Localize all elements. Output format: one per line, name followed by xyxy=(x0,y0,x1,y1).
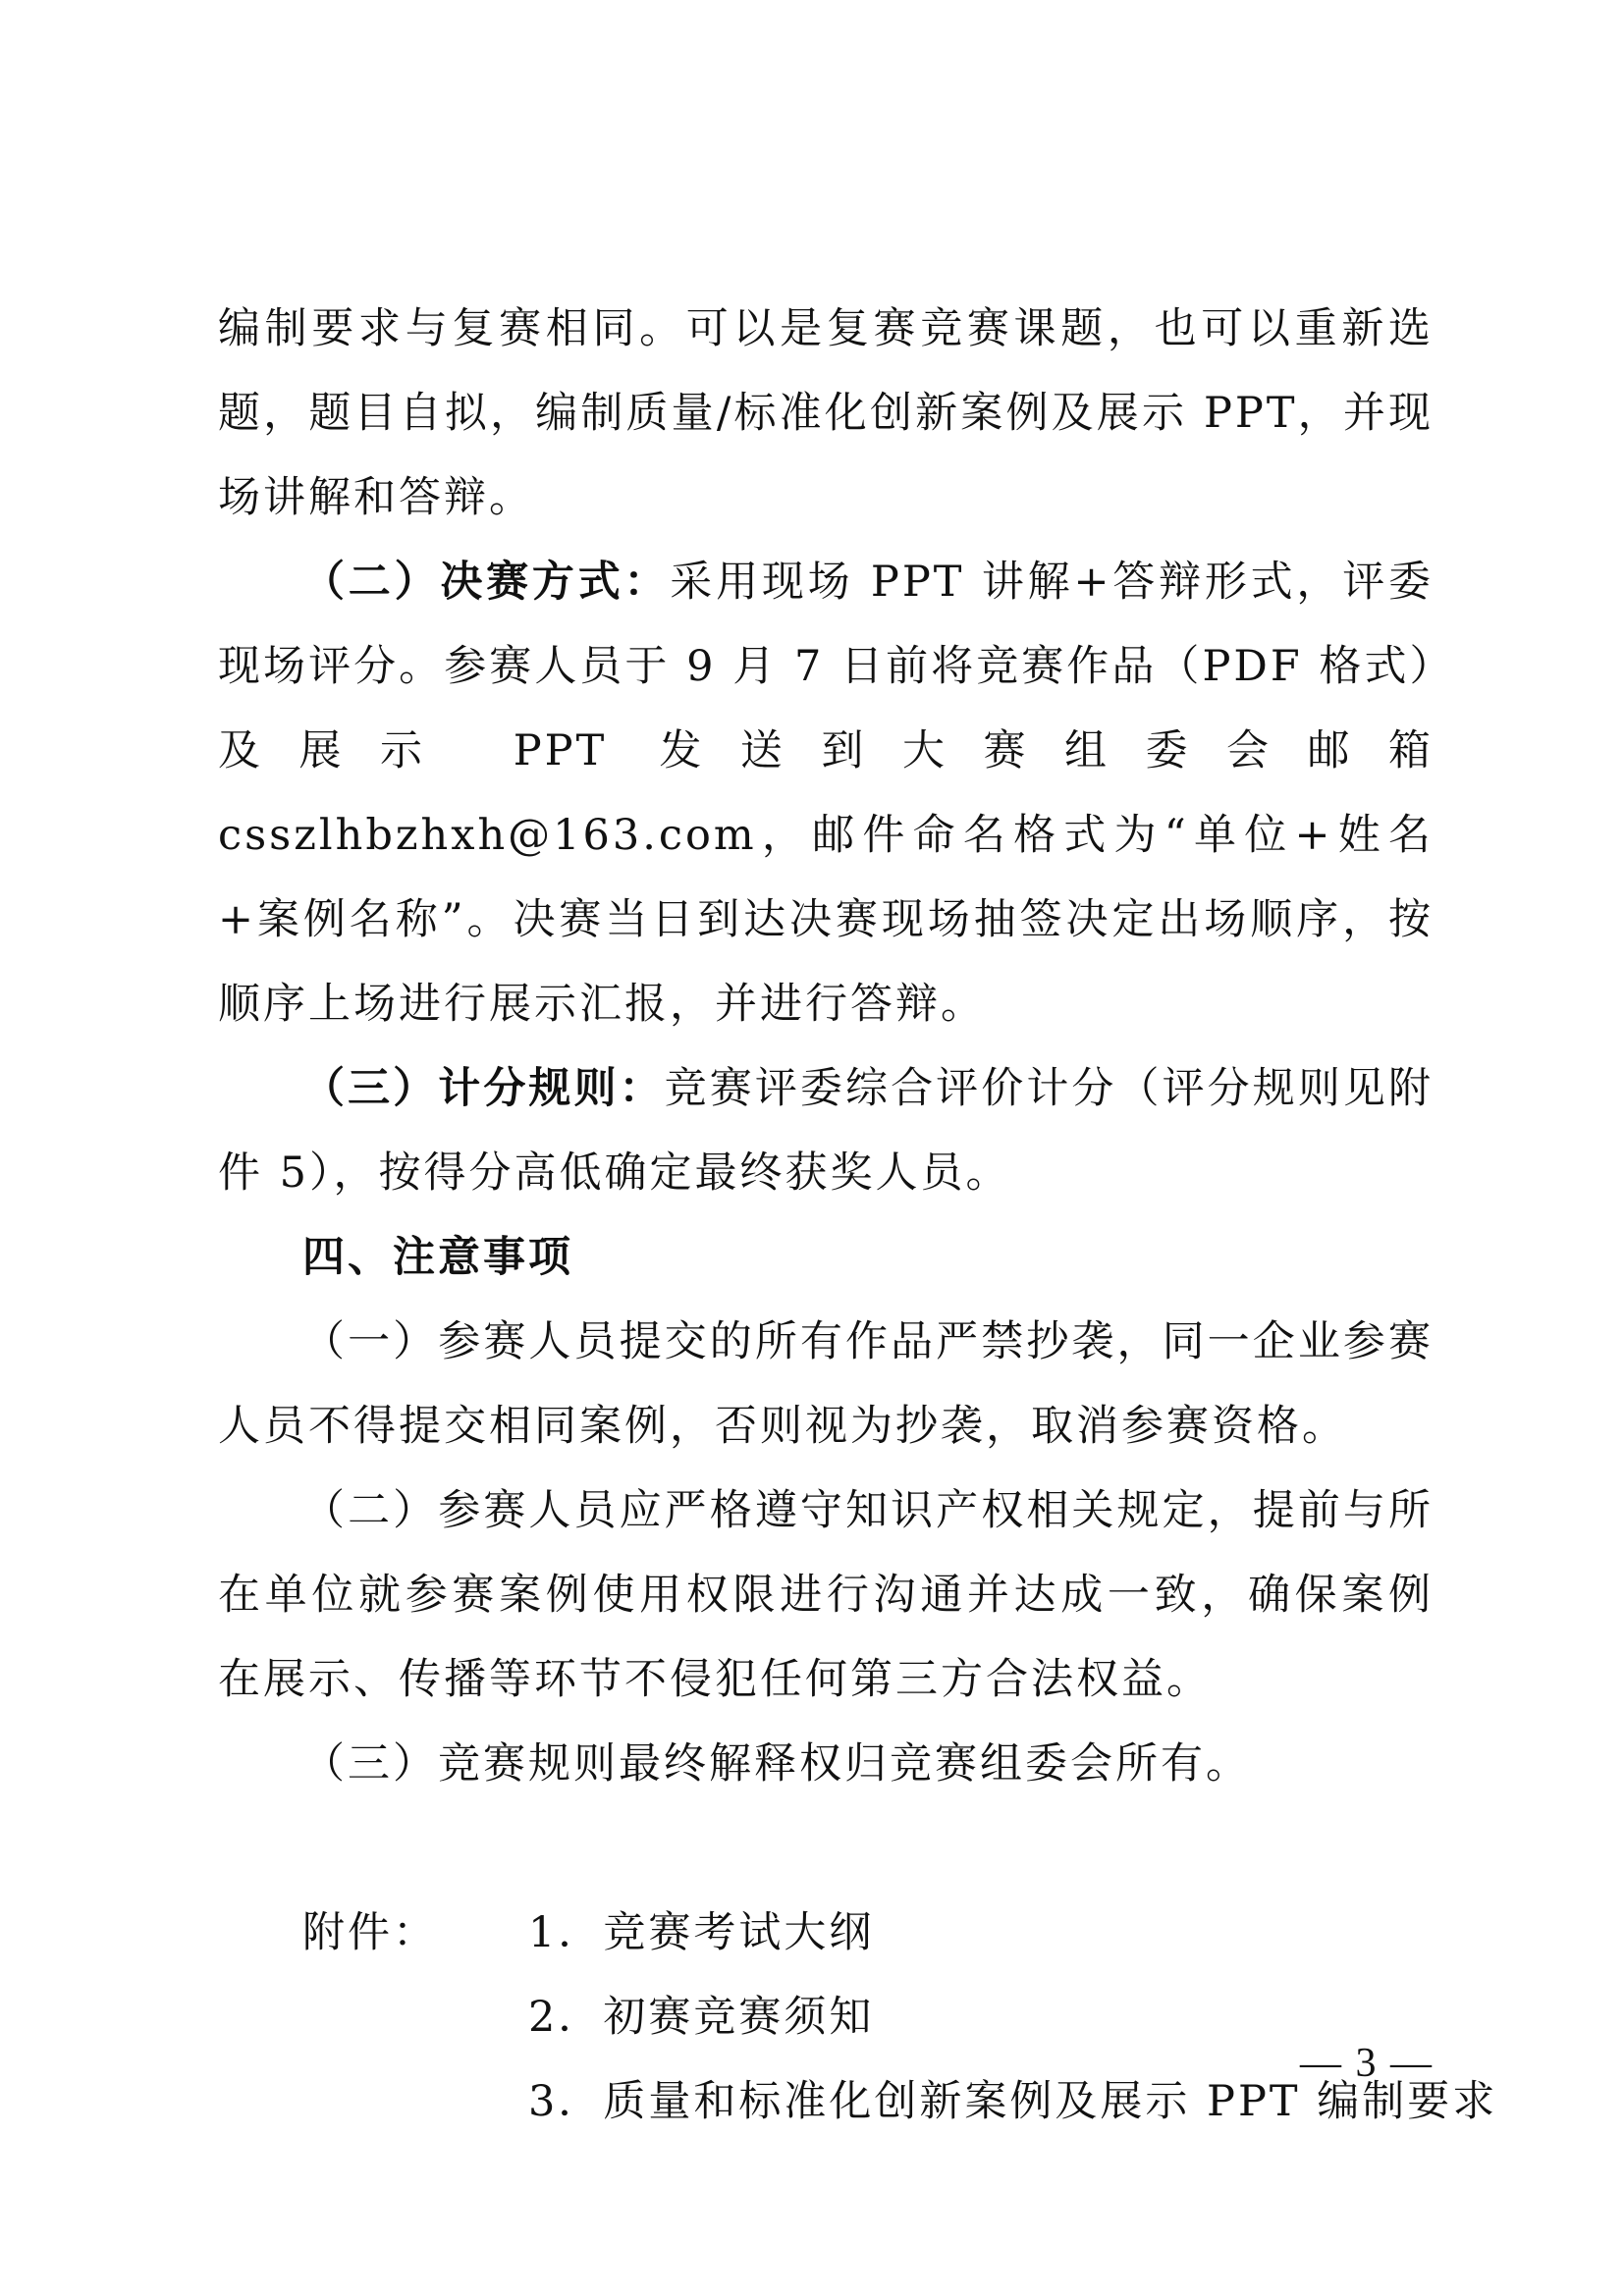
document-body xyxy=(218,287,1498,2144)
scoring-rules-label: （三）计分规则： xyxy=(302,1064,665,1113)
attachment-item-1: 1．竞赛考试大纲 xyxy=(528,1908,875,1957)
attachment-item-2: 2．初赛竞赛须知 xyxy=(528,1993,875,2042)
attachment-row xyxy=(218,2059,1498,2144)
final-method-label: （二）决赛方式： xyxy=(302,558,671,607)
attachment-row xyxy=(218,1891,1434,1975)
paragraph-continuation: 编制要求与复赛相同。可以是复赛竞赛课题，也可以重新选题，题目自拟，编制质量/标准化创新案例及展示 PPT，并现场讲解和答辩。 xyxy=(218,304,1434,522)
note-item-3: （三）竞赛规则最终解释权归竞赛组委会所有。 xyxy=(302,1739,1251,1789)
paragraph-scoring-rules xyxy=(218,1046,1434,1215)
attachment-item-3: 3．质量和标准化创新案例及展示 PPT 编制要求 xyxy=(528,2077,1498,2126)
note-item-1: （一）参赛人员提交的所有作品严禁抄袭，同一企业参赛人员不得提交相同案例，否则视为抄袭，取消参赛资格。 xyxy=(218,1317,1434,1451)
attachment-row xyxy=(218,1975,1434,2059)
section-heading-notes: 四、注意事项 xyxy=(302,1233,573,1282)
attachments-label: 附件： xyxy=(302,1908,438,1957)
final-method-text: 采用现场 PPT 讲解+答辩形式，评委现场评分。参赛人员于 9 月 7 日前将竞赛作品（PDF 格式）及展示 PPT 发送到大赛组委会邮箱 csszlhbzhxh@163.com，邮件命名格式为“单位+姓名+案例名称”。决赛当日到达决赛现场抽签决定出场顺序，按顺序上场进行展示汇报，并进行答辩。 xyxy=(218,558,1434,1029)
paragraph-final-method xyxy=(218,540,1434,1046)
attachments-list xyxy=(218,1891,1498,2144)
scoring-rules-text: 竞赛评委综合评价计分（评分规则见附件 5），按得分高低确定最终获奖人员。 xyxy=(218,1064,1435,1198)
note-item-2: （二）参赛人员应严格遵守知识产权相关规定，提前与所在单位就参赛案例使用权限进行沟通并达成一致，确保案例在展示、传播等环节不侵犯任何第三方合法权益。 xyxy=(218,1486,1434,1704)
spacer xyxy=(218,1806,1434,1891)
page-number: — 3 — xyxy=(1300,2041,1434,2086)
